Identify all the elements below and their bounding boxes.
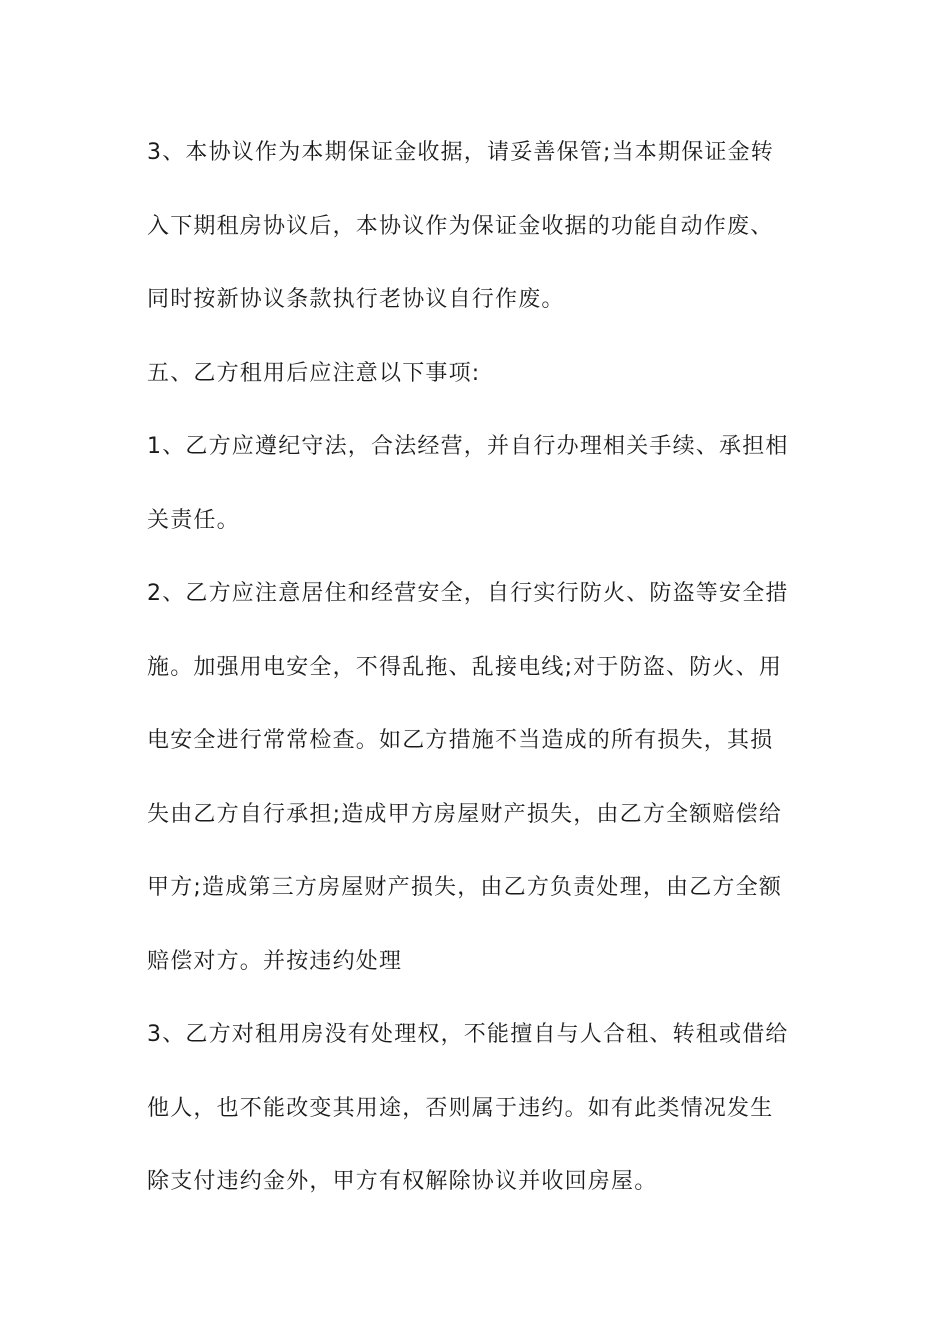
text-line: 3、本协议作为本期保证金收据，请妥善保管;当本期保证金转 [147,140,775,165]
text-line: 除支付违约金外，甲方有权解除协议并收回房屋。 [147,1169,658,1194]
text-line: 同时按新协议条款执行老协议自行作废。 [147,287,565,312]
text-line: 2、乙方应注意居住和经营安全，自行实行防火、防盗等安全措 [147,581,789,606]
text-line: 甲方;造成第三方房屋财产损失，由乙方负责处理，由乙方全额 [147,875,783,900]
text-line: 电安全进行常常检查。如乙方措施不当造成的所有损失，其损 [147,728,774,753]
text-line: 入下期租房协议后，本协议作为保证金收据的功能自动作废、 [147,213,774,239]
text-line: 施。加强用电安全，不得乱拖、乱接电线;对于防盗、防火、用 [147,654,783,680]
text-line: 关责任。 [147,507,240,533]
text-line: 失由乙方自行承担;造成甲方房屋财产损失，由乙方全额赔偿给 [147,801,783,827]
text-line: 1、乙方应遵纪守法，合法经营，并自行办理相关手续、承担相 [147,434,789,459]
text-line: 3、乙方对租用房没有处理权，不能擅自与人合租、转租或借给 [147,1022,789,1047]
text-line: 他人，也不能改变其用途，否则属于违约。如有此类情况发生 [147,1095,774,1121]
text-line: 赔偿对方。并按违约处理 [147,948,403,974]
section-heading: 五、乙方租用后应注意以下事项: [147,360,481,386]
document-body [147,130,807,1233]
